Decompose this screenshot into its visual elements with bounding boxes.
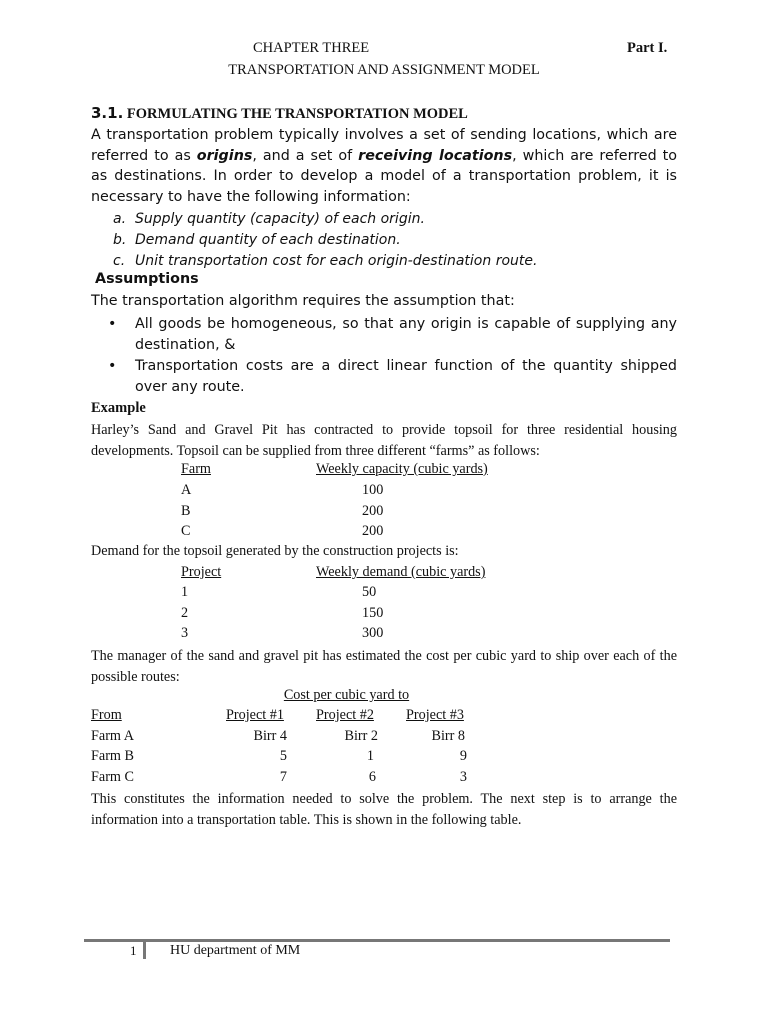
cost-col-project-2: Project #2 <box>316 707 374 723</box>
cost-value: 1 <box>366 748 374 764</box>
bullet-icon: • <box>108 316 117 332</box>
chapter-title: TRANSPORTATION AND ASSIGNMENT MODEL <box>228 62 540 78</box>
demand-project-value: 50 <box>362 584 377 600</box>
closing-text: This constitutes the information needed to solve the problem. The next step is to arrange the information into a transportation table. This is shown in the following table. <box>91 791 677 828</box>
demand-project-name: 1 <box>181 584 189 600</box>
requirement-text: Demand quantity of each destination. <box>135 232 401 248</box>
demand-project-value: 150 <box>362 605 384 621</box>
section-number: 3.1. <box>91 104 124 122</box>
assumption-item <box>108 356 677 398</box>
section-title: FORMULATING THE TRANSPORTATION MODEL <box>126 106 468 122</box>
part-label: Part I. <box>627 40 668 56</box>
cost-col-project-3: Project #3 <box>406 707 464 723</box>
cost-value: Birr 8 <box>431 728 465 744</box>
demand-project-value: 300 <box>362 625 384 641</box>
intro-text-3: , which are referred to as destinations. In order to develop a model of a transportation problem, it is necessary to have the following information: <box>91 147 677 206</box>
cost-value: Birr 4 <box>253 728 287 744</box>
manager-text: The manager of the sand and gravel pit has estimated the cost per cubic yard to ship over each of the possible routes: <box>91 648 677 685</box>
section-heading <box>91 104 468 123</box>
cost-col-from: From <box>91 707 122 723</box>
demand-project-name: 2 <box>181 605 189 621</box>
footer-department: HU department of MM <box>170 943 301 958</box>
assumptions-heading: Assumptions <box>95 271 199 287</box>
supply-farm-name: A <box>181 482 192 498</box>
cost-value: 9 <box>459 748 467 764</box>
bullet-icon: • <box>108 358 117 374</box>
assumptions-intro: The transportation algorithm requires the assumption that: <box>91 293 515 309</box>
cost-col-project-1: Project #1 <box>226 707 284 723</box>
chapter-label: CHAPTER THREE <box>253 40 370 56</box>
footer-separator <box>143 941 146 959</box>
supply-farm-value: 200 <box>362 523 384 539</box>
requirement-text: Unit transportation cost for each origin-destination route. <box>135 253 538 269</box>
cost-caption-text: Cost per cubic yard to <box>283 687 410 703</box>
intro-origins-term: origins <box>196 147 253 164</box>
supply-col-capacity: Weekly capacity (cubic yards) <box>316 461 488 477</box>
requirement-letter: a. <box>113 211 127 227</box>
assumption-text: All goods be homogeneous, so that any origin is capable of supplying any destination, & <box>135 316 677 353</box>
footer-rule <box>84 939 670 942</box>
demand-col-project: Project <box>181 564 222 580</box>
cost-row-farm: Farm C <box>91 769 134 785</box>
assumptions-list <box>108 314 677 398</box>
cost-row-farm: Farm A <box>91 728 134 744</box>
intro-receiving-term: receiving locations <box>358 147 513 164</box>
requirements-list <box>113 209 537 272</box>
cost-value: 6 <box>368 769 376 785</box>
intro-paragraph <box>91 125 677 208</box>
intro-text-2: , and a set of <box>252 147 359 164</box>
intro-text-1: A transportation problem typically involves a set of sending locations, which are referred to as <box>91 127 677 164</box>
cost-value: Birr 2 <box>344 728 378 744</box>
demand-project-name: 3 <box>181 625 189 641</box>
requirement-text: Supply quantity (capacity) of each origin. <box>135 211 425 227</box>
requirement-letter: b. <box>113 232 127 248</box>
page-number: 1 <box>130 943 137 958</box>
cost-value: 5 <box>279 748 287 764</box>
requirement-item <box>113 251 537 272</box>
cost-value: 7 <box>279 769 287 785</box>
assumption-text: Transportation costs are a direct linear function of the quantity shipped over any route. <box>135 358 677 395</box>
supply-farm-value: 200 <box>362 503 384 519</box>
demand-col-weekly: Weekly demand (cubic yards) <box>316 564 486 580</box>
example-text: Harley’s Sand and Gravel Pit has contracted to provide topsoil for three residential housing developments. Topsoil can be supplied from three different “farms” as follows: <box>91 422 677 459</box>
supply-farm-name: C <box>181 523 191 539</box>
supply-col-farm: Farm <box>181 461 211 477</box>
requirement-item <box>113 230 537 251</box>
cost-caption <box>226 687 467 704</box>
supply-farm-value: 100 <box>362 482 384 498</box>
supply-farm-name: B <box>181 503 191 519</box>
example-heading: Example <box>91 400 146 416</box>
cost-row-farm: Farm B <box>91 748 134 764</box>
requirement-letter: c. <box>113 253 126 269</box>
assumption-item <box>108 314 677 356</box>
requirement-item <box>113 209 537 230</box>
demand-intro: Demand for the topsoil generated by the construction projects is: <box>91 543 459 559</box>
cost-value: 3 <box>459 769 467 785</box>
